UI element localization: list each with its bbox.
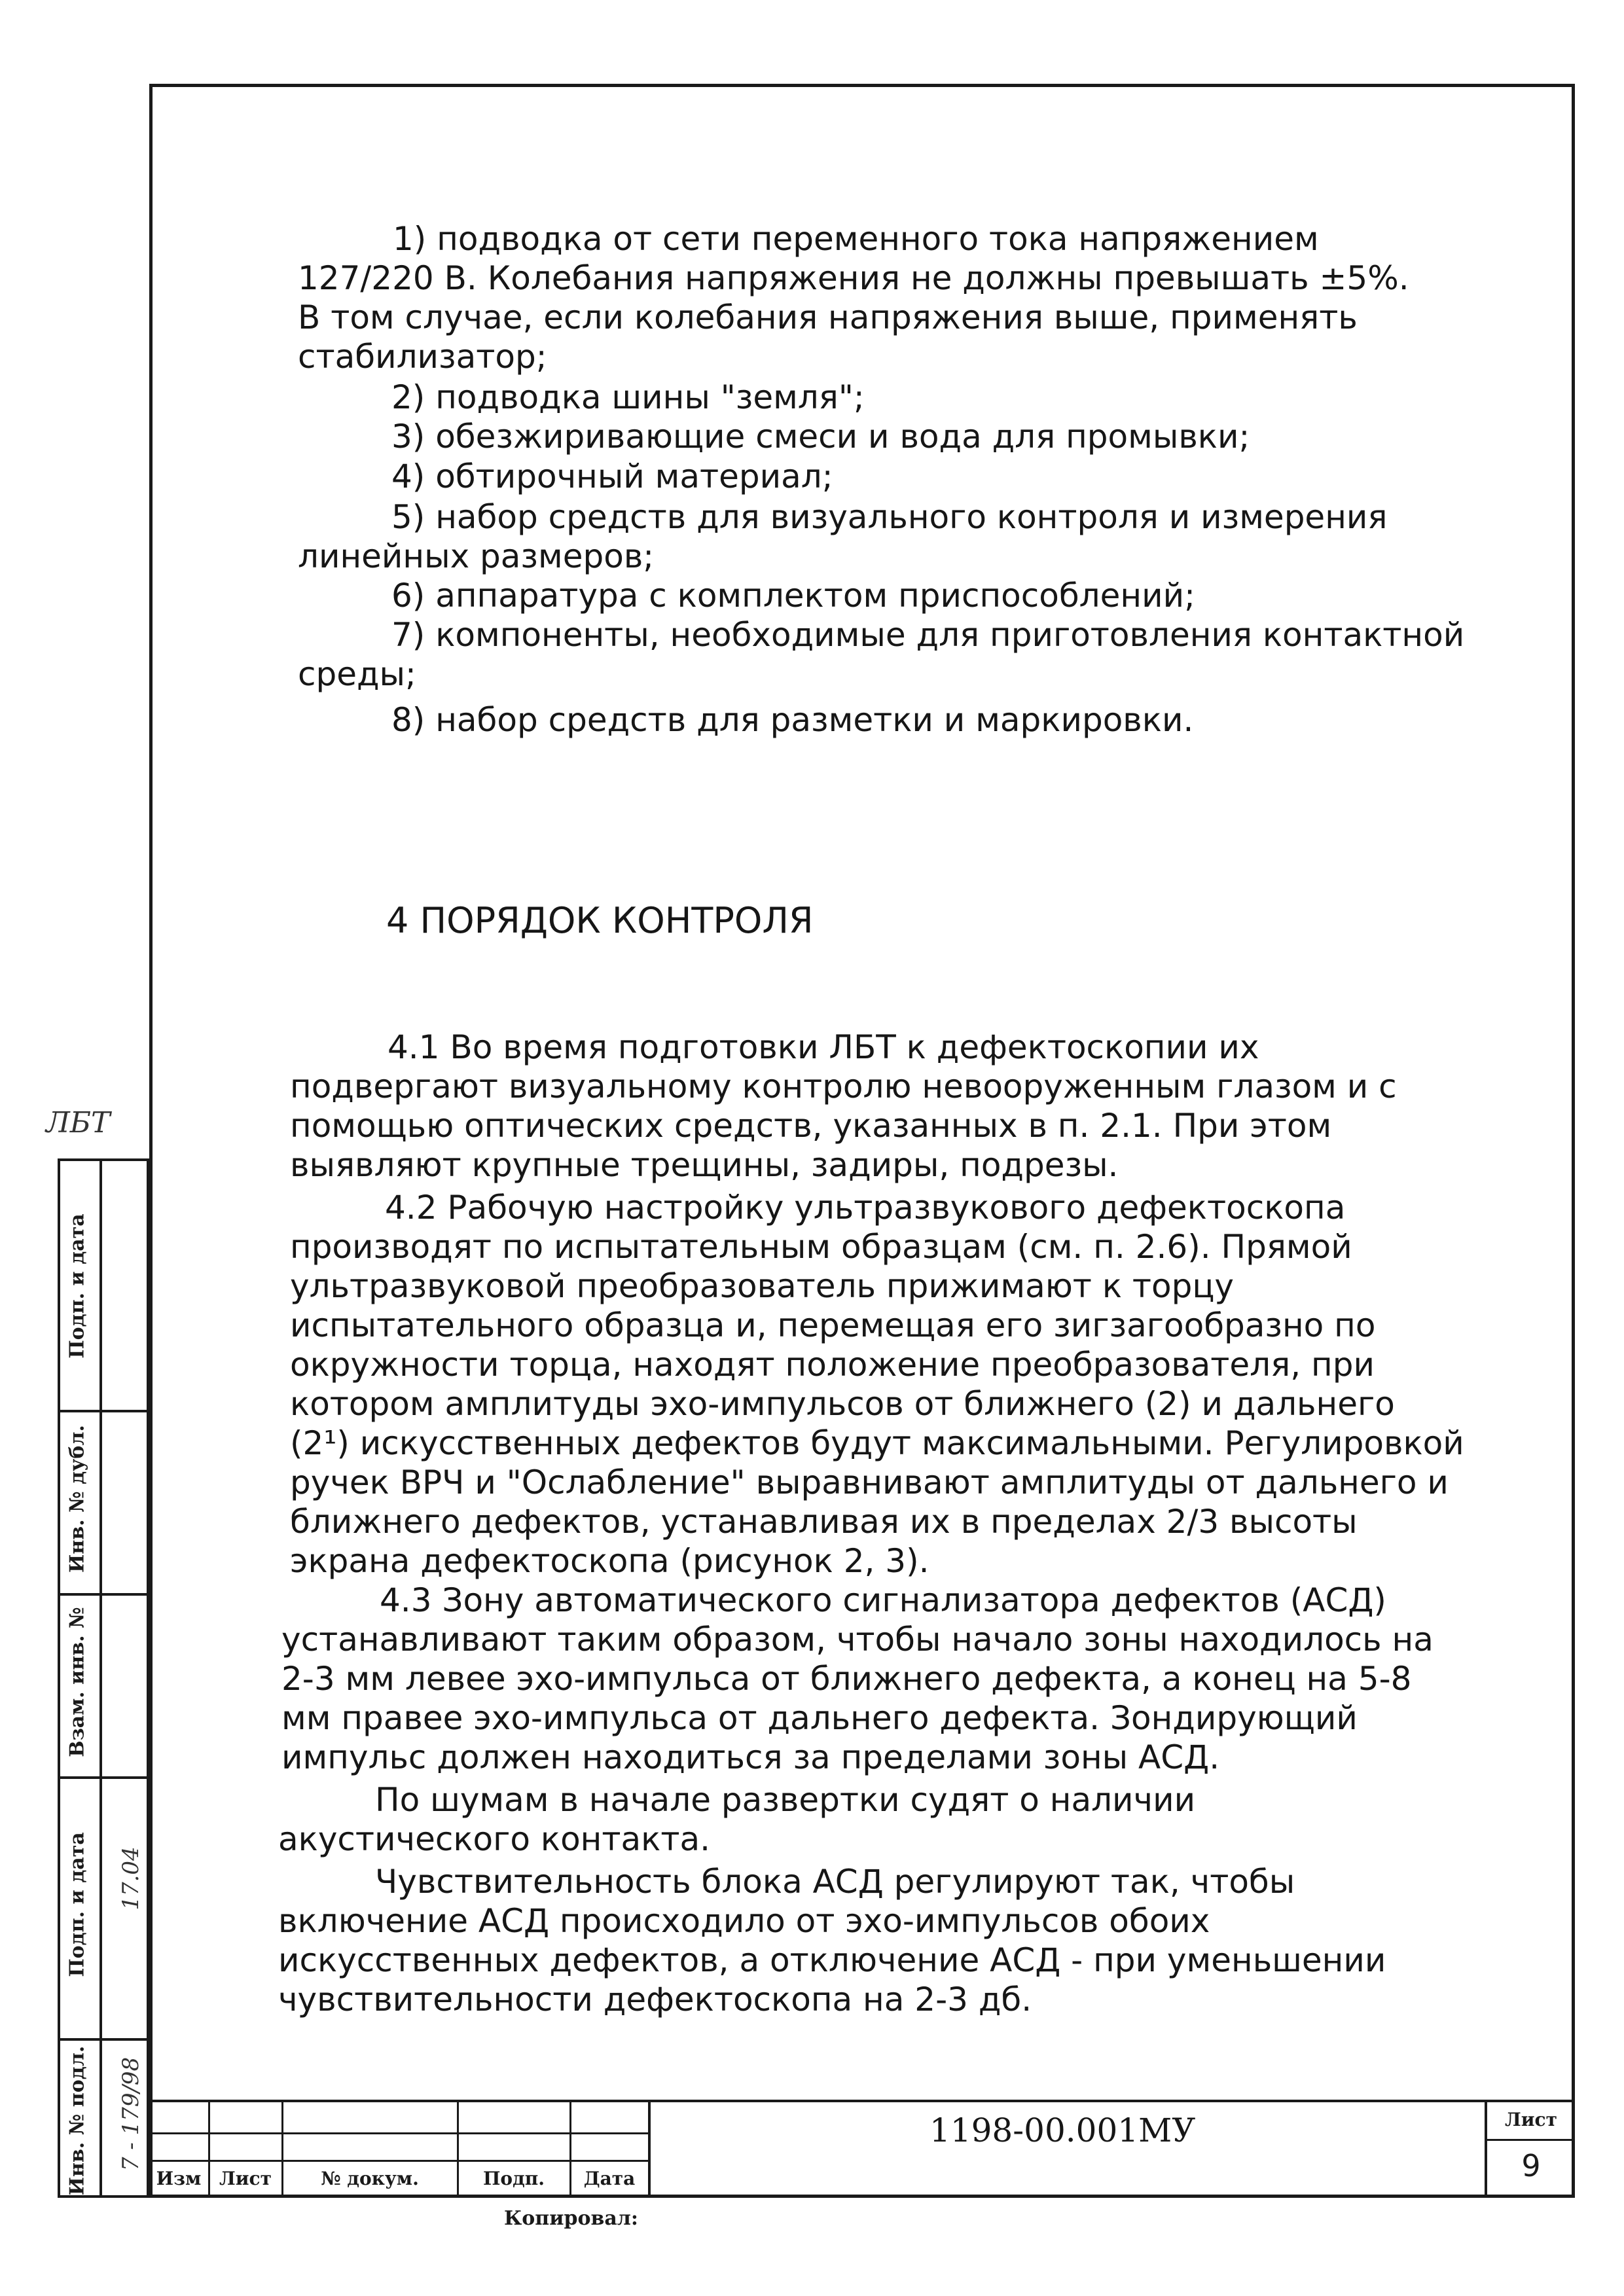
section-line: экрана дефектоскопа (рисунок 2, 3). [290,1542,929,1580]
margin-label-sign-date-2: Подп. и дата [65,1832,89,1977]
copied-by-label: Копировал: [504,2207,639,2230]
section-line: искусственных дефектов, а отключение АСД - при уменьшении [278,1941,1386,1979]
strip-divider [60,2038,147,2041]
section-line: 4.3 Зону автоматического сигнализатора дефектов (АСД) [380,1581,1386,1619]
body-line: 6) аппаратура с комплектом приспособлений; [391,577,1195,615]
section-line: включение АСД происходило от эхо-импульсов обоих [278,1902,1210,1940]
section-line: испытательного образца и, перемещая его зигзагообразно по [290,1306,1376,1344]
section-line: подвергают визуальному контролю невооруженным глазом и с [290,1067,1397,1105]
title-block-row-line [1485,2139,1575,2141]
strip-divider [60,1776,147,1779]
section-line: чувствительности дефектоскопа на 2-3 дб. [278,1981,1032,2018]
margin-label-replace-inv: Взам. инв. № [65,1607,89,1757]
section-line: устанавливают таким образом, чтобы начало зоны находилось на [281,1621,1434,1659]
body-line: 4) обтирочный материал; [391,457,833,495]
title-block-col-line [281,2100,283,2198]
section-line: окружности торца, находят положение преобразователя, при [290,1346,1375,1384]
title-block-col-line [1485,2100,1487,2198]
body-line: среды; [298,655,416,693]
section-line: 4.1 Во время подготовки ЛБТ к дефектоскопии их [388,1028,1259,1066]
margin-label-sign-date: Подп. и дата [65,1213,89,1359]
section-line: ручек ВРЧ и "Ослабление" выравнивают амплитуды от дальнего и [290,1463,1449,1501]
document-number: 1198-00.001МУ [929,2111,1196,2149]
body-line: 1) подводка от сети переменного тока напряжением [393,220,1319,258]
sheet-label: Лист [1505,2109,1557,2130]
body-line: 127/220 В. Колебания напряжения не должны превышать ±5%. [298,259,1409,297]
title-block-col-line [569,2100,571,2198]
strip-divider [60,1593,147,1596]
section-line: 4.2 Рабочую настройку ультразвукового дефектоскопа [385,1189,1346,1227]
col-izm: Изм [156,2168,202,2189]
section-line: ближнего дефектов, устанавливая их в пределах 2/3 высоты [290,1503,1358,1541]
title-block-col-line [457,2100,459,2198]
body-line: 7) компоненты, необходимые для приготовления контактной [391,616,1465,654]
title-block-col-line [648,2100,651,2198]
margin-label-dup-inv: Инв. № дубл. [65,1425,89,1573]
body-line: линейных размеров; [298,537,655,575]
section-line: помощью оптических средств, указанных в п. 2.1. При этом [290,1107,1332,1145]
strip-divider [60,1410,147,1412]
body-line: 5) набор средств для визуального контроля и измерения [391,498,1388,536]
section-line: 2-3 мм левее эхо-импульса от ближнего дефекта, а конец на 5-8 [281,1660,1412,1698]
body-line: 8) набор средств для разметки и маркировки. [391,701,1194,739]
section-line: производят по испытательным образцам (см. п. 2.6). Прямой [290,1228,1352,1266]
margin-label-orig-inv: Инв. № подл. [65,2045,89,2196]
section-line: акустического контакта. [278,1820,710,1858]
col-sign: Подп. [482,2168,545,2189]
handwritten-date: 17.04 [118,1846,144,1910]
handwritten-inventory-number: 7 - 179/98 [118,2056,144,2172]
body-line: 3) обезжиривающие смеси и вода для промывки; [391,418,1250,456]
title-block-row-line [149,2160,648,2162]
body-line: В том случае, если колебания напряжения выше, применять [298,298,1358,336]
section-line: котором амплитуды эхо-импульсов от ближнего (2) и дальнего [290,1385,1395,1423]
title-block-row-line [149,2132,648,2134]
section-line: импульс должен находиться за пределами зоны АСД. [281,1738,1220,1776]
section-heading: 4 ПОРЯДОК КОНТРОЛЯ [386,900,814,941]
margin-top-label: ЛБТ [46,1106,111,1139]
section-line: ультразвуковой преобразователь прижимают к торцу [290,1267,1234,1305]
title-block-col-line [208,2100,210,2198]
section-line: Чувствительность блока АСД регулируют так, чтобы [375,1863,1295,1901]
section-line: По шумам в начале развертки судят о наличии [375,1781,1196,1819]
col-date: Дата [583,2168,636,2189]
title-block-top-line [149,2100,1575,2102]
col-doc-number: № докум. [321,2168,419,2189]
section-line: (2¹) искусственных дефектов будут максимальными. Регулировкой [290,1424,1464,1462]
section-line: мм правее эхо-импульса от дальнего дефекта. Зондирующий [281,1699,1358,1737]
sheet-number: 9 [1521,2148,1541,2183]
body-line: 2) подводка шины "земля"; [391,378,865,416]
section-line: выявляют крупные трещины, задиры, подрезы. [290,1146,1119,1184]
body-line: стабилизатор; [298,338,547,376]
col-list: Лист [219,2168,272,2189]
